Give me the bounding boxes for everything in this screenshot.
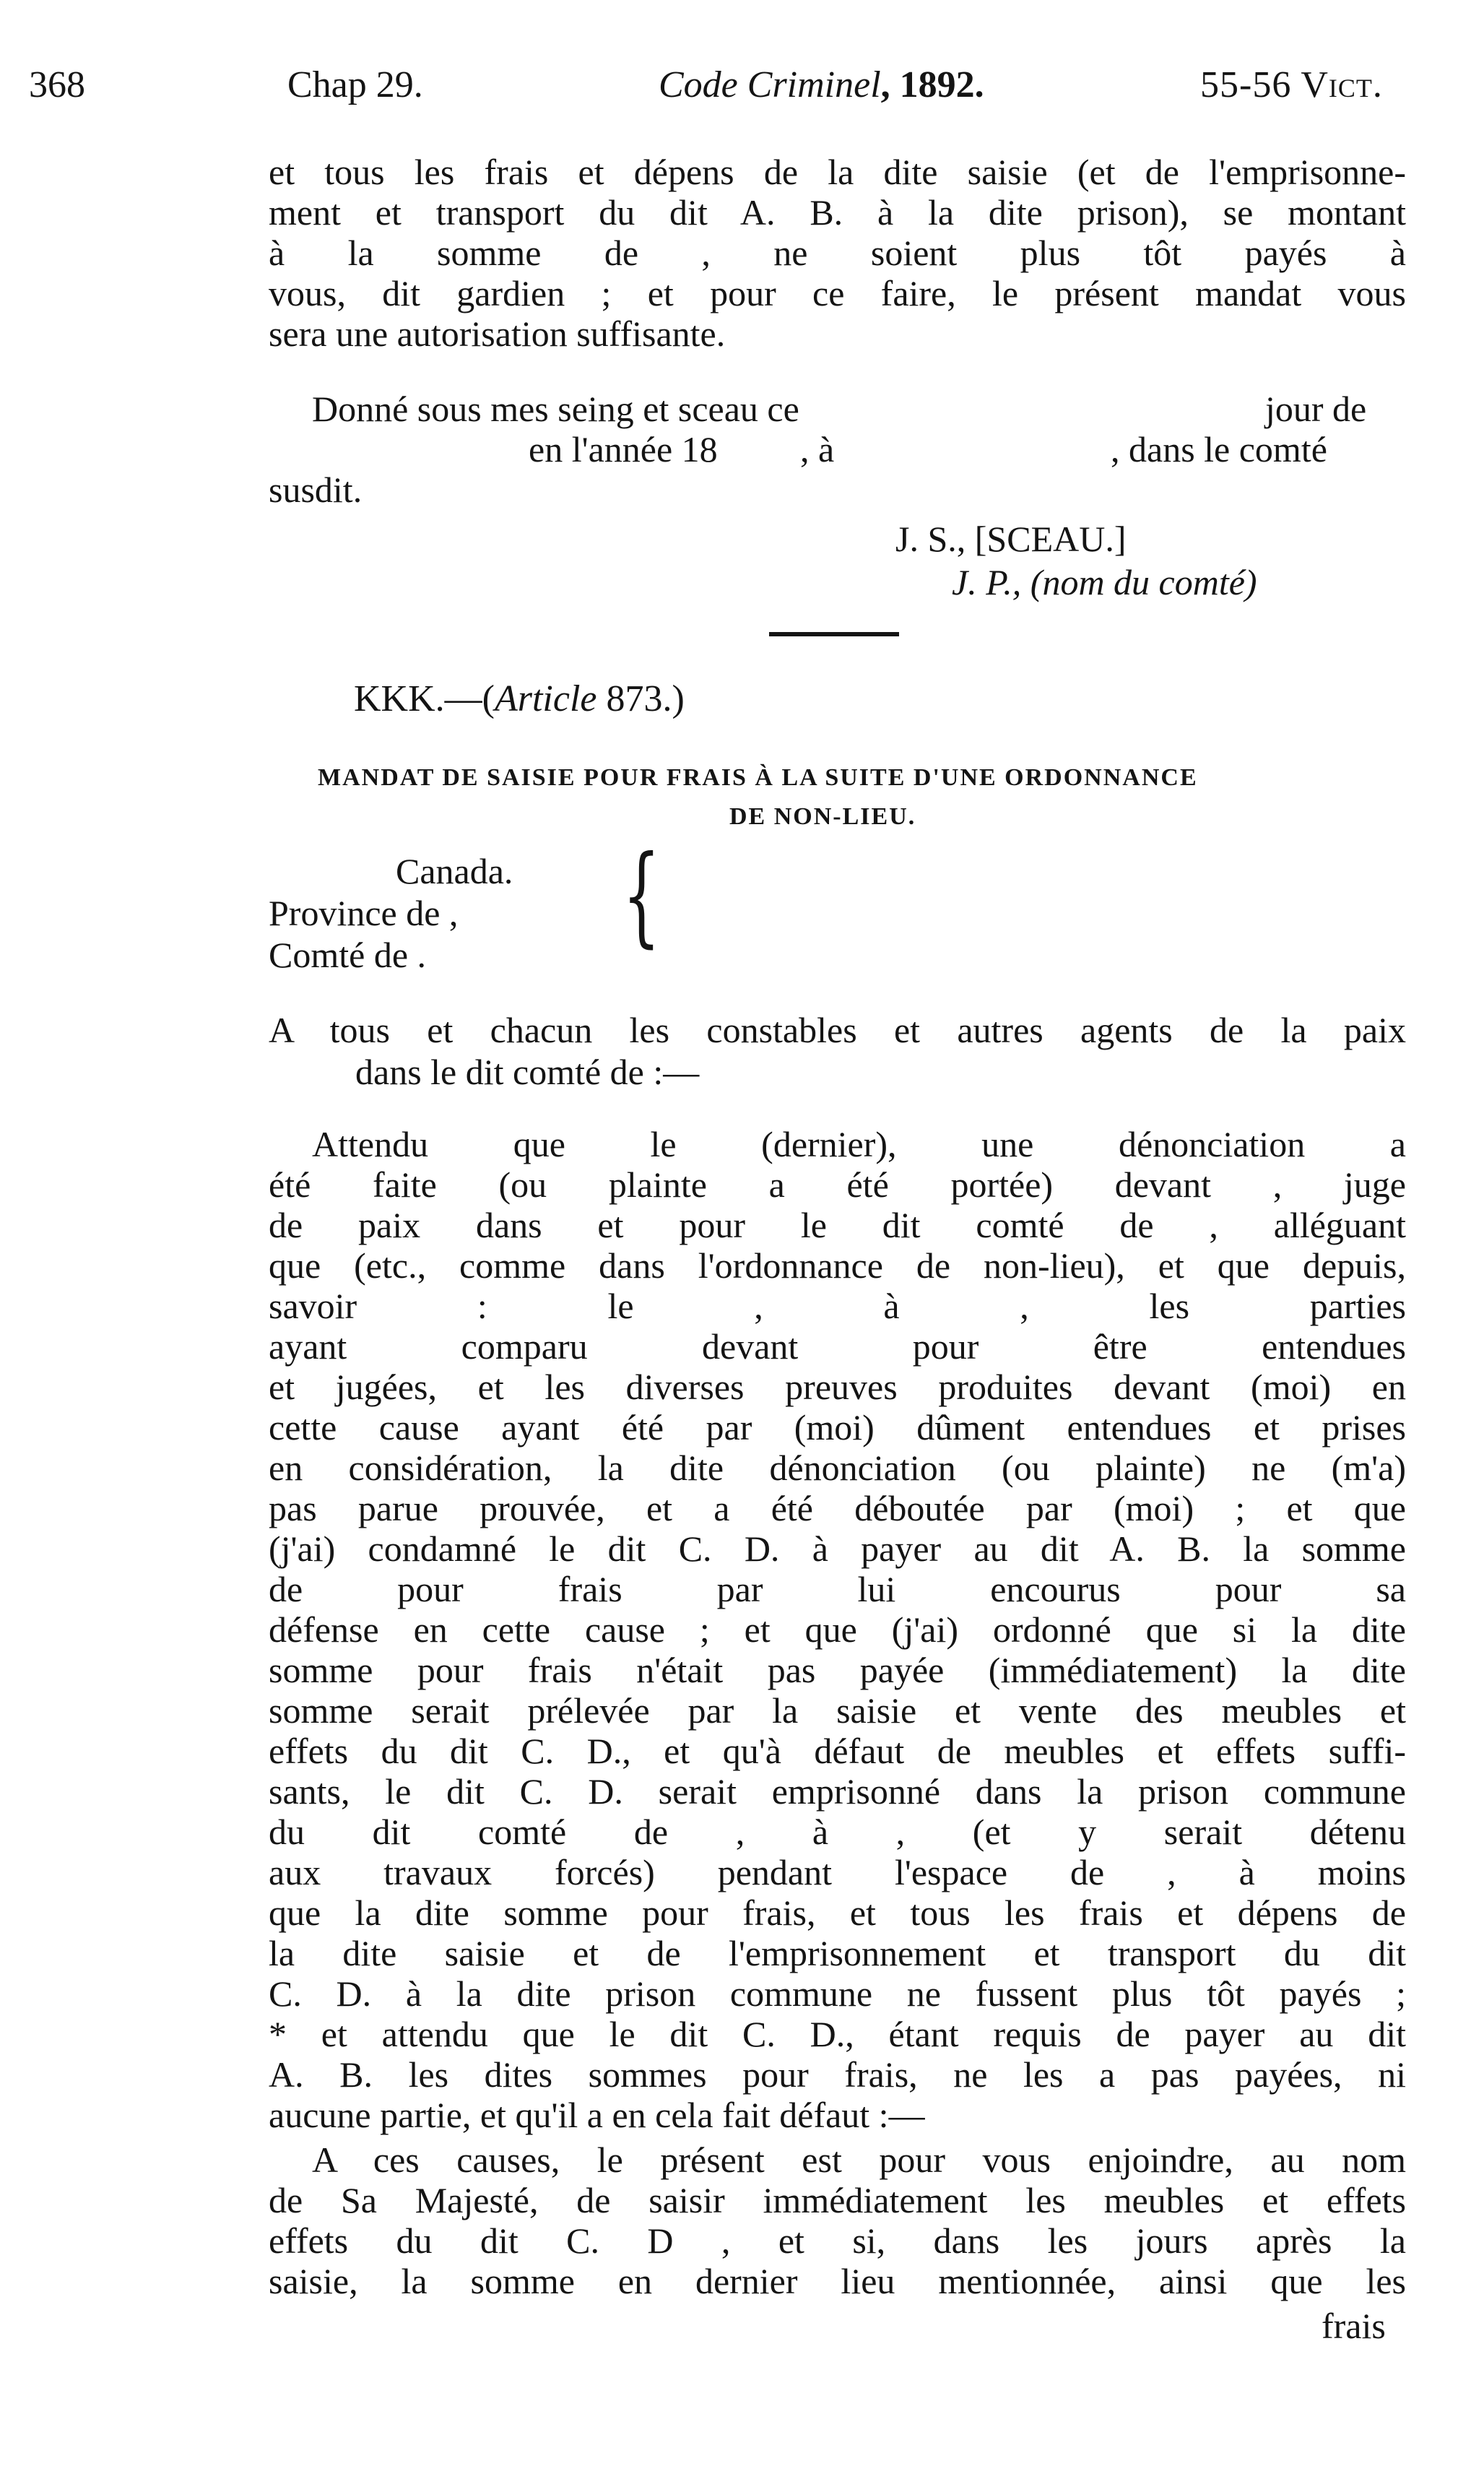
given-line-2-at: , à — [800, 429, 835, 470]
main-line: * et attendu que le dit C. D., étant requis de payer au dit — [269, 2014, 1406, 2054]
closing-line: de Sa Majesté, de saisir immédiatement les meubles et effets — [269, 2180, 1406, 2220]
intro-line: à la somme de , ne soient plus tôt payés à — [269, 233, 1406, 273]
regnal-year: 55-56 Vict. — [1200, 64, 1383, 105]
main-line: été faite (ou plainte a été portée) devant , juge — [269, 1164, 1406, 1205]
main-line: Attendu que le (dernier), une dénonciation a — [312, 1124, 1406, 1164]
main-line: de paix dans et pour le dit comté de , alléguant — [269, 1205, 1406, 1245]
signature-jp-line: J. P., (nom du comté) — [952, 562, 1257, 602]
main-line: ayant comparu devant pour être entendues — [269, 1326, 1406, 1367]
main-line: défense en cette cause ; et que (j'ai) ordonné que si la dite — [269, 1609, 1406, 1650]
venue-country: Canada. — [396, 851, 513, 891]
running-title-year: , 1892. — [880, 64, 984, 105]
main-line: C. D. à la dite prison commune ne fussent plus tôt payés ; — [269, 1973, 1406, 2014]
given-line-1-right: jour de — [1265, 389, 1367, 429]
main-line: que (etc., comme dans l'ordonnance de non-lieu), et que depuis, — [269, 1245, 1406, 1286]
section-divider — [769, 632, 899, 636]
address-line-2: dans le dit comté de :— — [355, 1052, 700, 1092]
form-title-line-1: MANDAT DE SAISIE POUR FRAIS À LA SUITE D'UNE ORDONNANCE — [318, 764, 1198, 791]
main-line: savoir : le , à , les parties — [269, 1286, 1406, 1326]
main-line: du dit comté de , à , (et y serait détenu — [269, 1812, 1406, 1852]
running-title — [659, 64, 984, 106]
venue-brace: { — [622, 833, 661, 959]
closing-line: effets du dit C. D , et si, dans les jours après la — [269, 2220, 1406, 2261]
form-label-article: Article — [494, 678, 597, 719]
given-line-3: susdit. — [269, 470, 363, 510]
chapter-label: Chap 29. — [287, 64, 423, 105]
signature-line: J. S., [SCEAU.] — [895, 519, 1127, 559]
main-line: de pour frais par lui encourus pour sa — [269, 1569, 1406, 1609]
main-line: aucune partie, et qu'il a en cela fait défaut :— — [269, 2095, 925, 2135]
intro-line: et tous les frais et dépens de la dite saisie (et de l'emprisonne- — [269, 152, 1406, 192]
given-line-2-county: , dans le comté — [1111, 429, 1327, 470]
main-line: effets du dit C. D., et qu'à défaut de meubles et effets suffi- — [269, 1731, 1406, 1771]
intro-line: sera une autorisation suffisante. — [269, 313, 726, 354]
venue-province: Province de , — [269, 893, 459, 933]
venue-county: Comté de . — [269, 935, 427, 975]
main-line: somme pour frais n'était pas payée (immédiatement) la dite — [269, 1650, 1406, 1690]
main-line: A. B. les dites sommes pour frais, ne les a pas payées, ni — [269, 2054, 1406, 2095]
main-line: que la dite somme pour frais, et tous les frais et dépens de — [269, 1892, 1406, 1933]
main-line: aux travaux forcés) pendant l'espace de , à moins — [269, 1852, 1406, 1892]
given-line-1-left: Donné sous mes seing et sceau ce — [312, 389, 799, 429]
main-line: la dite saisie et de l'emprisonnement et transport du dit — [269, 1933, 1406, 1973]
form-label — [354, 678, 685, 720]
main-line: et jugées, et les diverses preuves produites devant (moi) en — [269, 1367, 1406, 1407]
given-line-2-year: en l'année 18 — [529, 429, 718, 470]
closing-line: saisie, la somme en dernier lieu mentionnée, ainsi que les — [269, 2261, 1406, 2301]
intro-line: vous, dit gardien ; et pour ce faire, le présent mandat vous — [269, 273, 1406, 313]
main-line: pas parue prouvée, et a été déboutée par (moi) ; et que — [269, 1488, 1406, 1528]
main-line: (j'ai) condamné le dit C. D. à payer au dit A. B. la somme — [269, 1528, 1406, 1569]
closing-line: A ces causes, le présent est pour vous enjoindre, au nom — [312, 2140, 1406, 2180]
main-line: sants, le dit C. D. serait emprisonné dans la prison commune — [269, 1771, 1406, 1812]
address-line-1: A tous et chacun les constables et autres agents de la paix — [269, 1010, 1406, 1050]
main-line: en considération, la dite dénonciation (ou plainte) ne (m'a) — [269, 1448, 1406, 1488]
form-label-suffix: 873.) — [596, 678, 685, 719]
main-line: somme serait prélevée par la saisie et vente des meubles et — [269, 1690, 1406, 1731]
form-title-line-2: DE NON-LIEU. — [729, 803, 916, 830]
running-title-italic: Code Criminel — [659, 64, 881, 105]
form-label-prefix: KKK.—( — [354, 678, 495, 719]
page-number: 368 — [29, 64, 85, 105]
main-line: cette cause ayant été par (moi) dûment entendues et prises — [269, 1407, 1406, 1448]
intro-line: ment et transport du dit A. B. à la dite prison), se montant — [269, 192, 1406, 233]
catchword: frais — [1322, 2306, 1386, 2346]
